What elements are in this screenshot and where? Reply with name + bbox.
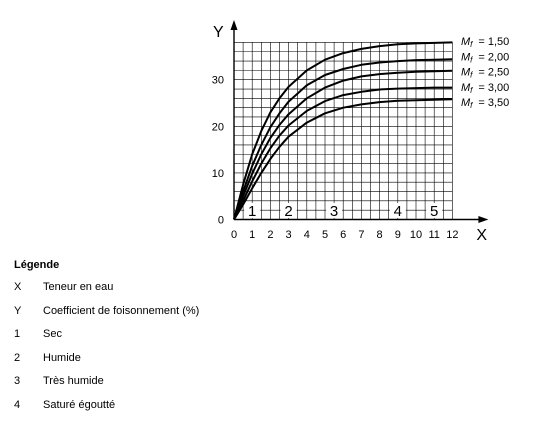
legend-text: Teneur en eau (43, 281, 114, 293)
series-label-value: = 2,50 (478, 66, 510, 79)
x-tick-label: 12 (446, 229, 459, 241)
zone-label: 1 (248, 203, 257, 220)
x-tick-label: 0 (230, 229, 238, 241)
x-axis-title: X (476, 227, 488, 244)
x-tick-label: 10 (409, 229, 423, 241)
legend-text: Humide (43, 351, 81, 364)
zone-label: 5 (430, 203, 439, 220)
zone-label: 4 (393, 203, 402, 220)
legend-key: 3 (14, 375, 21, 387)
series-label-value: = 1,50 (478, 36, 510, 48)
x-tick-label: 4 (303, 229, 310, 241)
series-label-symbol: M (461, 66, 471, 79)
y-tick-label: 10 (211, 167, 224, 180)
legend-key: 4 (14, 398, 21, 411)
series-label-value: = 2,00 (478, 51, 510, 64)
series-label-subscript: f (470, 40, 473, 49)
y-tick-label: 20 (211, 121, 224, 134)
series-label (461, 97, 509, 110)
zone-label: 2 (284, 203, 293, 220)
legend-text: Sec (43, 328, 62, 340)
series-labels (461, 36, 509, 110)
series-label (461, 36, 509, 49)
legend-text: Saturé égoutté (43, 398, 116, 411)
legend-key: 2 (14, 351, 21, 364)
legend-item (14, 351, 199, 375)
legend-text: Très humide (43, 375, 104, 387)
legend (14, 258, 199, 421)
legend-title: Légende (14, 259, 60, 271)
legend-item (14, 304, 199, 328)
series-label-symbol: M (461, 51, 471, 64)
legend-item (14, 280, 199, 304)
y-tick-label: 30 (211, 74, 224, 87)
series-label-symbol: M (461, 97, 471, 110)
legend-item (14, 398, 199, 421)
x-tick-label: 7 (358, 229, 365, 241)
series-label (461, 67, 509, 80)
series-label (461, 51, 509, 64)
series-label-value: = 3,00 (478, 81, 510, 94)
legend-text: Coefficient de foisonnement (%) (43, 304, 200, 317)
y-axis-arrow (231, 20, 238, 30)
y-axis-title: Y (213, 24, 224, 41)
x-tick-label: 9 (394, 229, 401, 241)
x-tick-label: 8 (376, 229, 383, 241)
zone-label: 3 (329, 203, 339, 220)
legend-key: Y (14, 304, 22, 317)
x-axis-arrow (478, 216, 488, 223)
series-label-subscript: f (470, 55, 473, 65)
series-label-subscript: f (470, 101, 473, 111)
legend-key: 1 (14, 328, 21, 340)
series-label-symbol: M (461, 36, 471, 48)
legend-key: X (14, 281, 22, 293)
x-tick-label: 1 (249, 229, 256, 241)
series-label-subscript: f (470, 85, 473, 95)
legend-item (14, 327, 199, 351)
y-tick-label: 0 (217, 214, 224, 227)
legend-item (14, 374, 199, 398)
series-label-subscript: f (470, 70, 473, 80)
x-tick-label: 6 (340, 229, 347, 241)
series-label-value: = 3,50 (478, 97, 510, 110)
x-tick-label: 3 (285, 229, 292, 241)
x-tick-label: 11 (428, 229, 440, 241)
series-label (461, 82, 509, 95)
series-label-symbol: M (461, 81, 471, 94)
x-tick-label: 5 (321, 229, 329, 241)
x-tick-label: 2 (267, 229, 274, 241)
